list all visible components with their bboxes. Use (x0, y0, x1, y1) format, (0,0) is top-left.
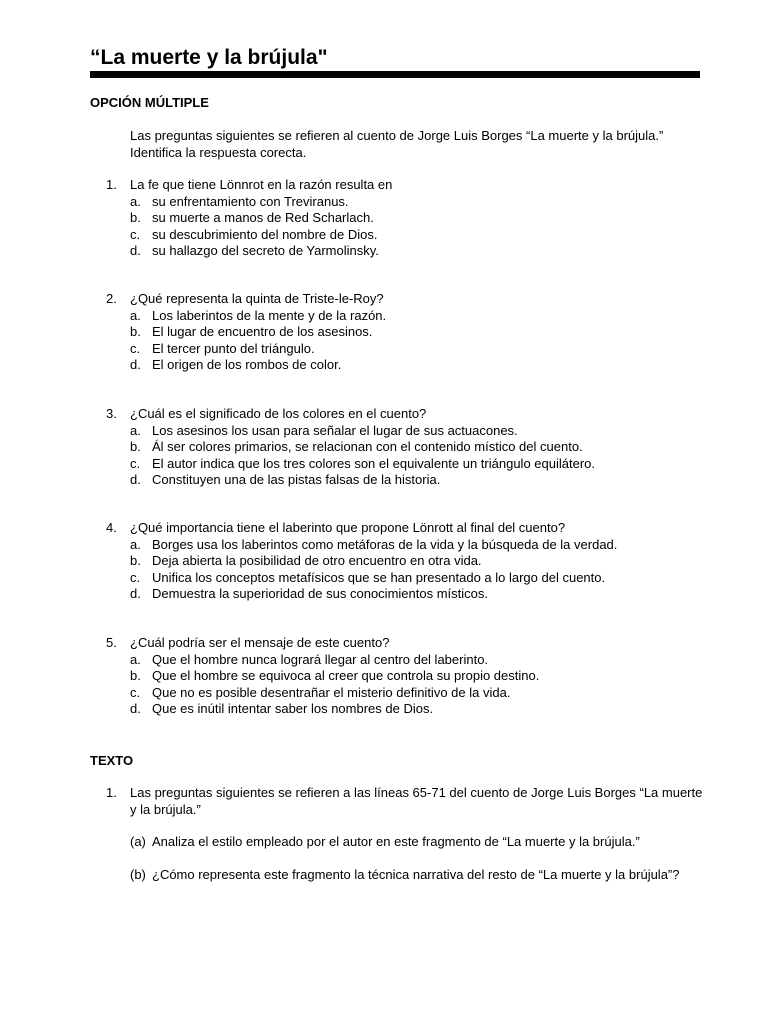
question-text: ¿Qué importancia tiene el laberinto que propone Lönrott al final del cuento? (130, 520, 566, 535)
option-d (106, 357, 706, 374)
option-letter: d. (130, 701, 141, 716)
option-text: su descubrimiento del nombre de Dios. (152, 226, 378, 242)
option-b (106, 553, 706, 570)
intro-paragraph: Las preguntas siguientes se refieren al cuento de Jorge Luis Borges “La muerte y la brújula.” Identifica la respuesta corecta. (130, 128, 664, 160)
option-letter: a. (130, 651, 141, 667)
option-b (106, 324, 706, 341)
option-b (106, 668, 706, 685)
option-d (106, 243, 706, 260)
option-text: Los laberintos de la mente y de la razón. (152, 307, 387, 323)
sub-question-label: (a) (130, 834, 146, 849)
option-letter: c. (130, 455, 141, 471)
question-text: La fe que tiene Lönnrot en la razón resulta en (130, 177, 393, 192)
option-text: El tercer punto del triángulo. (152, 340, 315, 356)
question-number: 3. (106, 406, 117, 421)
question-3 (106, 406, 706, 489)
option-text: Demuestra la superioridad de sus conocimientos místicos. (152, 586, 488, 601)
page-title: “La muerte y la brújula" (90, 46, 328, 69)
option-d (106, 586, 706, 603)
question-text: ¿Cuál es el significado de los colores en el cuento? (130, 406, 427, 421)
option-letter: b. (130, 324, 141, 339)
option-letter: c. (130, 340, 141, 356)
option-d (106, 472, 706, 489)
option-letter: a. (130, 307, 141, 323)
option-letter: a. (130, 193, 141, 209)
option-text: Que el hombre nunca logrará llegar al centro del laberinto. (152, 651, 489, 667)
option-a (106, 423, 706, 440)
option-text: Deja abierta la posibilidad de otro encuentro en otra vida. (152, 553, 482, 568)
option-b (106, 210, 706, 227)
option-text: Que no es posible desentrañar el misterio definitivo de la vida. (152, 684, 511, 700)
sub-question-a (106, 834, 706, 851)
option-letter: c. (130, 226, 141, 242)
option-text: Borges usa los laberintos como metáforas de la vida y la búsqueda de la verdad. (152, 536, 618, 552)
question-5 (106, 635, 706, 718)
text-question-1 (106, 785, 706, 883)
option-letter: b. (130, 668, 141, 683)
option-text: El autor indica que los tres colores son el equivalente un triángulo equilátero. (152, 455, 595, 471)
option-letter: b. (130, 439, 141, 454)
sub-question-text: ¿Cómo representa este fragmento la técnica narrativa del resto de “La muerte y la brújula”? (152, 866, 680, 882)
option-letter: c. (130, 684, 141, 700)
option-a (106, 537, 706, 554)
sub-question-text: Analiza el estilo empleado por el autor en este fragmento de “La muerte y la brújula.” (152, 834, 640, 849)
option-letter: d. (130, 472, 141, 487)
option-text: su enfrentamiento con Treviranus. (152, 193, 349, 209)
option-c (106, 685, 706, 702)
option-text: Los asesinos los usan para señalar el lugar de sus actuacones. (152, 422, 518, 438)
question-text: ¿Qué representa la quinta de Triste-le-Roy? (130, 291, 384, 306)
question-text: ¿Cuál podría ser el mensaje de este cuento? (130, 635, 390, 650)
section-heading-text: TEXTO (90, 753, 134, 768)
question-2 (106, 291, 706, 374)
question-number: 5. (106, 635, 117, 650)
option-a (106, 194, 706, 211)
option-text: El lugar de encuentro de los asesinos. (152, 324, 373, 339)
option-c (106, 456, 706, 473)
option-letter: c. (130, 569, 141, 585)
option-b (106, 439, 706, 456)
option-letter: d. (130, 357, 141, 372)
option-letter: d. (130, 243, 141, 258)
option-letter: d. (130, 586, 141, 601)
question-1 (106, 177, 706, 260)
option-letter: b. (130, 553, 141, 568)
option-a (106, 652, 706, 669)
question-4 (106, 520, 706, 603)
question-number: 2. (106, 291, 117, 306)
question-number: 1. (106, 785, 117, 800)
option-letter: a. (130, 536, 141, 552)
option-c (106, 341, 706, 358)
option-d (106, 701, 706, 718)
option-c (106, 570, 706, 587)
option-text: Unifica los conceptos metafísicos que se han presentado a lo largo del cuento. (152, 569, 606, 585)
sub-question-b (106, 867, 706, 884)
option-letter: b. (130, 210, 141, 225)
question-number: 4. (106, 520, 117, 535)
question-number: 1. (106, 177, 117, 192)
option-text: su hallazgo del secreto de Yarmolinsky. (152, 243, 379, 258)
option-text: Que es inútil intentar saber los nombres de Dios. (152, 701, 434, 716)
option-text: El origen de los rombos de color. (152, 357, 342, 372)
option-text: Ál ser colores primarios, se relacionan con el contenido místico del cuento. (152, 439, 583, 454)
option-c (106, 227, 706, 244)
option-text: Que el hombre se equivoca al creer que controla su propio destino. (152, 668, 540, 683)
section-heading-multiple-choice: OPCIÓN MÚLTIPLE (90, 95, 209, 110)
sub-question-label: (b) (130, 866, 146, 882)
option-text: Constituyen una de las pistas falsas de la historia. (152, 472, 441, 487)
title-rule (90, 71, 700, 78)
option-text: su muerte a manos de Red Scharlach. (152, 210, 374, 225)
option-letter: a. (130, 422, 141, 438)
question-text: Las preguntas siguientes se refieren a las líneas 65-71 del cuento de Jorge Luis Borges “La muerte y la brújula.” (130, 785, 703, 817)
option-a (106, 308, 706, 325)
